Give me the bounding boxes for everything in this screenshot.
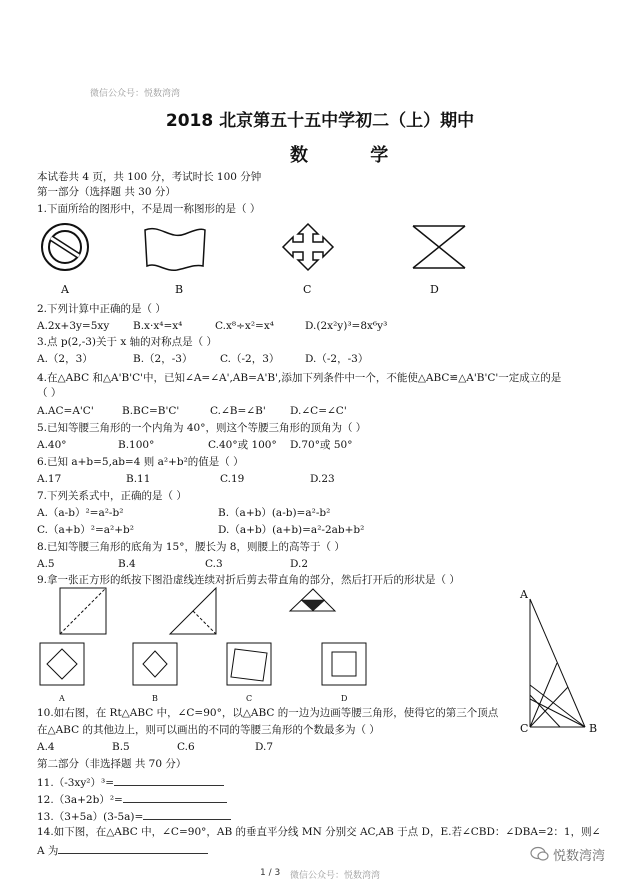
q1-figure-c [283,224,333,270]
q10-stem-line1: 10.如右图，在 Rt△ABC 中，∠C=90°，以△ABC 的一边为边画等腰三角形，使得它的第三个顶点 [37,707,499,719]
q7-option-c: C.（a+b）²=a²+b² [37,524,134,536]
q8-option-b: B.4 [118,558,136,570]
q5-option-d: D.70°或 50° [290,439,353,451]
q13-text: 13.（3+5a）(3-5a)= [37,811,144,823]
watermark-bottom: 微信公众号：悦数湾湾 [290,871,381,881]
q9-label-d: D [341,694,348,703]
q9-choice-c-figure [227,643,271,685]
q13-answer-blank[interactable] [143,809,231,820]
q9-choice-a-figure [40,643,84,685]
q1-label-c: C [303,283,312,296]
q1-label-b: B [175,283,184,296]
q5-option-c: C.40°或 100° [208,439,277,451]
q9-label-b: B [152,694,158,703]
q1-label-d: D [430,283,439,296]
q14-line1: 14.如下图，在△ABC 中，∠C=90°，AB 的垂直平分线 MN 分别交 AC,AB 于点 D，E.若∠CBD：∠DBA=2：1，则∠ [37,826,601,838]
q5-stem: 5.已知等腰三角形的一个内角为 40°，则这个等腰三角形的顶角为（ ） [37,422,367,434]
q12-text: 12.（3a+2b）²= [37,794,123,806]
q14-line2-wrap [37,843,208,858]
wechat-icon [530,846,550,862]
q11 [37,775,224,790]
q3-option-b: B.（2，-3） [133,353,193,365]
q12-answer-blank[interactable] [123,792,227,803]
q10-option-b: B.5 [112,741,130,753]
q8-stem: 8.已知等腰三角形的底角为 15°，腰长为 8，则腰上的高等于（ ） [37,541,345,553]
q1-label-a: A [61,283,69,296]
q1-stem: 1.下面所给的图形中，不是周一称图形的是（ ） [37,203,261,215]
q7-option-d: D.（a+b）(a+b)=a²-2ab+b² [218,524,365,536]
q9-label-c: C [246,694,253,703]
q6-option-b: B.11 [126,473,151,485]
q7-option-a: A.（a-b）²=a²-b² [37,507,124,519]
q8-option-c: C.3 [205,558,223,570]
q2-stem: 2.下列计算中正确的是（ ） [37,303,166,315]
q1-figures [35,222,615,282]
watermark-top: 微信公众号：悦数湾湾 [90,89,181,99]
q3-stem: 3.点 p(2,-3)关于 x 轴的对称点是（ ） [37,336,217,348]
q9-choice-b-figure [133,643,177,685]
exam-info: 本试卷共 4 页，共 100 分，考试时长 100 分钟 [37,171,262,183]
q2-option-d: D.(2x²y)³=8x⁶y³ [305,320,388,332]
q10-figure [520,595,600,735]
q11-answer-blank[interactable] [114,775,224,786]
q3-option-a: A.（2，3） [37,353,93,365]
q4-option-c: C.∠B=∠B' [210,405,266,417]
q13 [37,809,231,824]
q12 [37,792,227,807]
q1-figure-a [42,224,88,270]
q1-figure-b [145,229,205,271]
q7-stem: 7.下列关系式中，正确的是（ ） [37,490,187,502]
q9-figures [35,585,515,690]
q6-option-c: C.19 [220,473,245,485]
q6-stem: 6.已知 a+b=5,ab=4 则 a²+b²的值是（ ） [37,456,244,468]
q9-fold-step-2 [170,588,216,634]
q6-option-a: A.17 [37,473,62,485]
q9-fold-step-1 [60,588,106,634]
q10-option-c: C.6 [177,741,195,753]
page-title: 2018 北京第五十五中学初二（上）期中 [165,111,475,131]
q2-option-c: C.x⁸÷x²=x⁴ [215,320,274,332]
q10-label-b: B [589,722,598,735]
q7-option-b: B.（a+b）(a-b)=a²-b² [218,507,331,519]
subject-title: 数 学 [290,145,417,166]
q4-option-d: D.∠C=∠C' [290,405,347,417]
q9-stem: 9.拿一张正方形的纸按下图沿虚线连续对折后剪去带直角的部分，然后打开后的形状是（ ） [37,574,460,586]
q6-option-d: D.23 [310,473,335,485]
q5-option-b: B.100° [118,439,155,451]
q4-stem-tail: （ ） [37,387,62,399]
q3-option-d: D.（-2，-3） [305,353,369,365]
q4-option-b: B.BC=B'C' [122,405,180,417]
q10-option-a: A.4 [37,741,55,753]
q5-option-a: A.40° [37,439,67,451]
part1-header: 第一部分（选择题 共 30 分） [37,186,176,198]
q2-option-a: A.2x+3y=5xy [37,320,110,332]
q9-label-a: A [59,694,65,703]
q8-option-a: A.5 [37,558,55,570]
q10-stem-line2: 在△ABC 的其他边上，则可以画出的不同的等腰三角形的个数最多为（ ） [37,724,380,736]
footer-logo-text: 悦数湾湾 [553,849,606,864]
q1-figure-d [413,226,465,268]
q4-stem: 4.在△ABC 和△A'B'C'中，已知∠A=∠A',AB=A'B',添加下列条件中一个，不能使△ABC≌△A'B'C'一定成立的是 [37,372,562,384]
q14-answer-blank[interactable] [58,843,208,854]
q4-option-a: A.AC=A'C' [37,405,94,417]
q8-option-d: D.2 [290,558,309,570]
q10-label-a: A [520,588,528,601]
q10-label-c: C [520,722,529,735]
part2-header: 第二部分（非选择题 共 70 分） [37,758,187,770]
q9-choice-d-figure [322,643,366,685]
q2-option-b: B.x·x⁴=x⁴ [133,320,183,332]
q14-line2: A 为 [37,845,59,857]
q11-text: 11.（-3xy²）³= [37,777,114,789]
q3-option-c: C.（-2，3） [220,353,280,365]
q10-option-d: D.7 [255,741,274,753]
q9-fold-step-3 [290,589,335,611]
page-number: 1 / 3 [260,868,281,878]
